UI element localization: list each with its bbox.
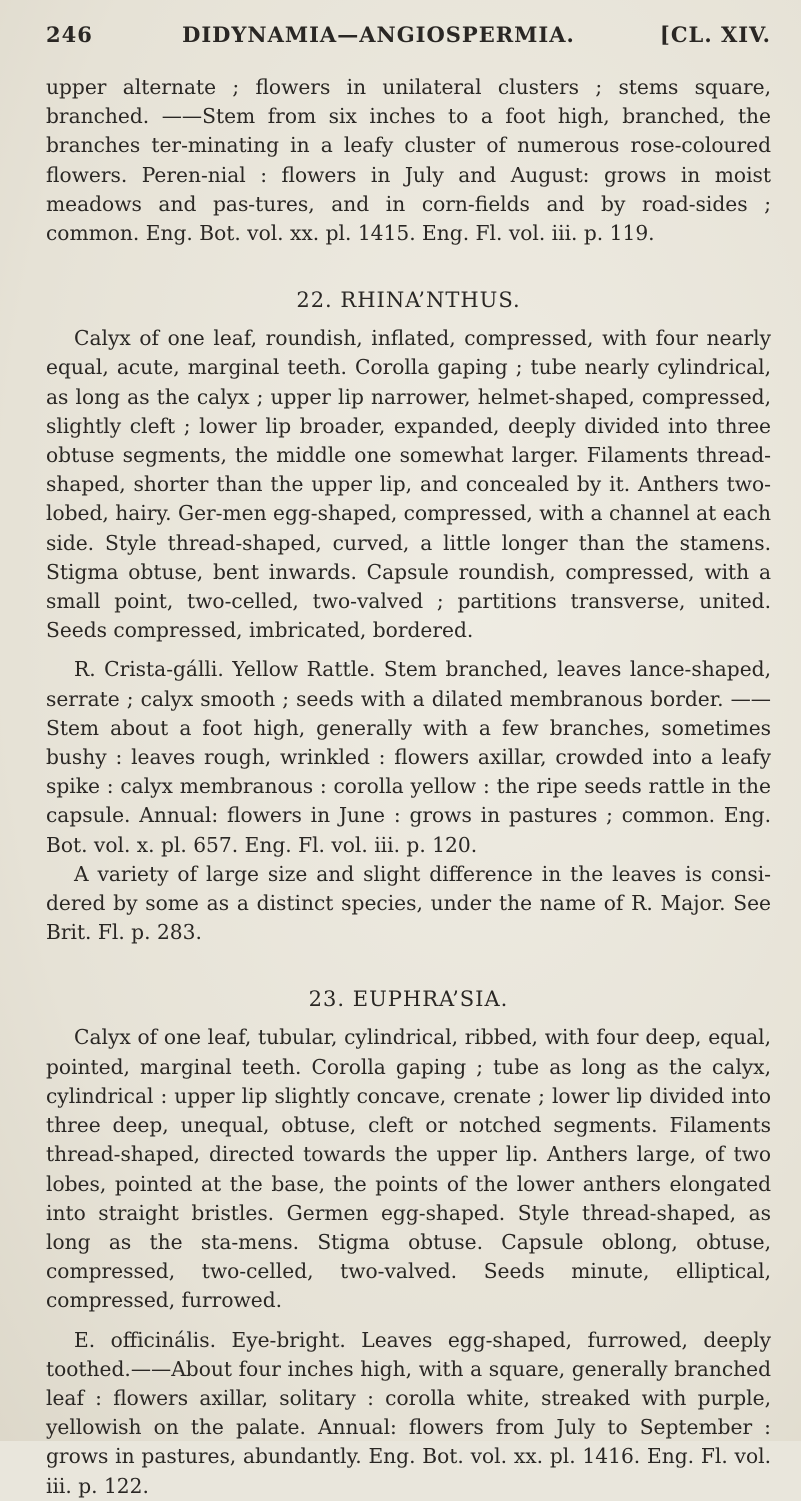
paragraph-scrophularia-end: upper alternate ; flowers in unilateral clusters ; stems square, branched. ——Stem from six inches to a foot high, branched, the branches ter-minating in a leafy cluster of numerous rose-coloured flowers. Peren-nial : flowers in July and August: grows in moist meadows and pas-tures, and in corn-fields and by road-sides ; common. Eng. Bot. vol. xx. pl. 1415. Eng. Fl. vol. iii. p. 119. (46, 75, 771, 246)
paragraph-rhinanthus-description: Calyx of one leaf, roundish, inflated, compressed, with four nearly equal, acute, marginal teeth. Corolla gaping ; tube nearly cylindrical, as long as the calyx ; upper lip narrower, helmet-shaped, compressed, slightly cleft ; lower lip broader, expanded, deeply divided into three obtuse segments, the middle one somewhat larger. Filaments thread-shaped, shorter than the upper lip, and concealed by it. Anthers two-lobed, hairy. Ger-men egg-shaped, compressed, with a channel at each side. Style thread-shaped, curved, a little longer than the stamens. Stigma obtuse, bent inwards. Capsule roundish, compressed, with a small point, two-celled, two-valved ; partitions transverse, united. Seeds compressed, imbricated, bordered. (46, 326, 771, 643)
page-number: 246 (46, 22, 93, 47)
paragraph-rhinanthus-crista-galli: R. Crista-gálli. Yellow Rattle. Stem branched, leaves lance-shaped, serrate ; calyx smooth ; seeds with a dilated membranous border. ——Stem about a foot high, generally with a few branches, sometimes bushy : leaves rough, wrinkled : flowers axillar, crowded into a leafy spike : calyx membranous : corolla yellow : the ripe seeds rattle in the capsule. Annual: flowers in June : grows in pastures ; common. Eng. Bot. vol. x. pl. 657. Eng. Fl. vol. iii. p. 120. (46, 657, 771, 857)
paragraph-euphrasia-description: Calyx of one leaf, tubular, cylindrical, ribbed, with four deep, equal, pointed, marginal teeth. Corolla gaping ; tube as long as the calyx, cylindrical : upper lip slightly concave, crenate ; lower lip divided into three deep, unequal, obtuse, cleft or notched segments. Filaments thread-shaped, directed towards the upper lip. Anthers large, of two lobes, pointed at the base, the points of the lower anthers elongated into straight bristles. Germen egg-shaped. Style thread-shaped, as long as the sta-mens. Stigma obtuse. Capsule oblong, obtuse, compressed, two-celled, two-valved. Seeds minute, elliptical, compressed, furrowed. (46, 1025, 771, 1313)
genus-heading-rhinanthus: 22. RHINA’NTHUS. (296, 288, 521, 313)
running-head (46, 22, 771, 47)
genus-heading-euphrasia: 23. EUPHRA’SIA. (308, 987, 509, 1012)
class-label: [CL. XIV. (659, 22, 771, 47)
paragraph-rhinanthus-variety: A variety of large size and slight difference in the leaves is consi-dered by some as a distinct species, under the name of R. Major. See Brit. Fl. p. 283. (46, 861, 771, 945)
running-title: DIDYNAMIA—ANGIOSPERMIA. (182, 22, 575, 47)
paragraph-euphrasia-officinalis: E. officinális. Eye-bright. Leaves egg-shaped, furrowed, deeply toothed.——About four inches high, with a square, generally branched leaf : flowers axillar, solitary : corolla white, streaked with purple, yellowish on the palate. Annual: flowers from July to September : grows in pastures, abundantly. Eng. Bot. vol. xx. pl. 1416. Eng. Fl. vol. iii. p. 122. (46, 1327, 771, 1498)
